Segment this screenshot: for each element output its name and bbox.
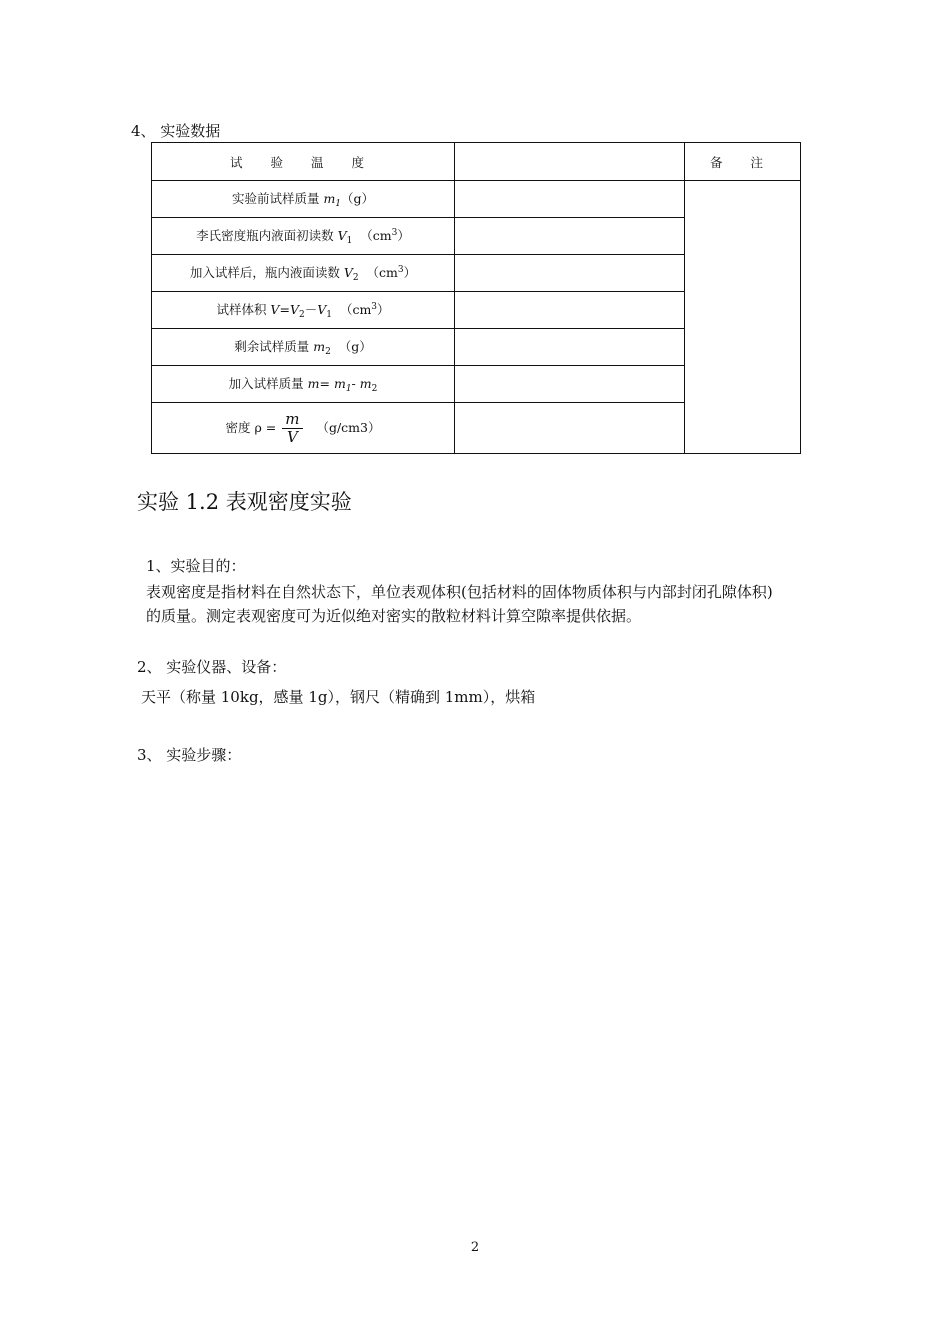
section-3-heading: 3、 实验步骤： <box>137 746 242 764</box>
remarks-cell <box>685 181 801 454</box>
temperature-value-cell <box>455 143 685 181</box>
section-4-heading: 4、 实验数据 <box>131 122 221 140</box>
value-cell <box>455 255 685 292</box>
section-2-text: 天平（称量 10kg，感量 1g），钢尺（精确到 1mm），烘箱 <box>141 688 536 706</box>
page-number: 2 <box>470 1240 480 1255</box>
row-label-remaining-mass: 剩余试样质量 $m_2$ （g） <box>152 329 455 366</box>
density-fraction: $\frac{m}{V}$ <box>282 411 302 446</box>
row-label-initial-mass: 实验前试样质量 $m_1(g)$ <box>152 181 455 218</box>
experiment-title: 实验 1.2 表观密度实验 <box>137 490 352 514</box>
value-cell <box>455 218 685 255</box>
row-label-sample-volume: 试样体积 $V=V_2-V_1$ $(cm^3)$ <box>152 292 455 329</box>
row-label-added-mass: 加入试样质量 $m= m_1-$ $m_2$ <box>152 366 455 403</box>
experiment-data-table <box>151 142 801 454</box>
value-cell <box>455 292 685 329</box>
value-cell <box>455 181 685 218</box>
table-header-row <box>152 143 801 181</box>
row-label-initial-reading: 李氏密度瓶内液面初读数 $V_1$ $(cm^3)$ <box>152 218 455 255</box>
row-label-final-reading: 加入试样后，瓶内液面读数 $V_2$ $(cm^3)$ <box>152 255 455 292</box>
row-label-density: 密度 ρ = $\frac{m}{V}$ （g/cm3） <box>152 403 455 454</box>
header-test-temperature: 试 验 温 度 <box>152 143 455 181</box>
value-cell <box>455 403 685 454</box>
section-1-line-1: 表观密度是指材料在自然状态下，单位表观体积(包括材料的固体物质体积与内部封闭孔隙体积) <box>146 583 773 601</box>
value-cell <box>455 366 685 403</box>
table-row <box>152 181 801 218</box>
section-1-heading: 1、实验目的： <box>146 557 246 575</box>
section-2-heading: 2、 实验仪器、设备： <box>137 658 287 676</box>
value-cell <box>455 329 685 366</box>
section-1-line-2: 的质量。测定表观密度可为近似绝对密实的散粒材料计算空隙率提供依据。 <box>146 607 642 625</box>
header-remarks: 备 注 <box>685 143 801 181</box>
